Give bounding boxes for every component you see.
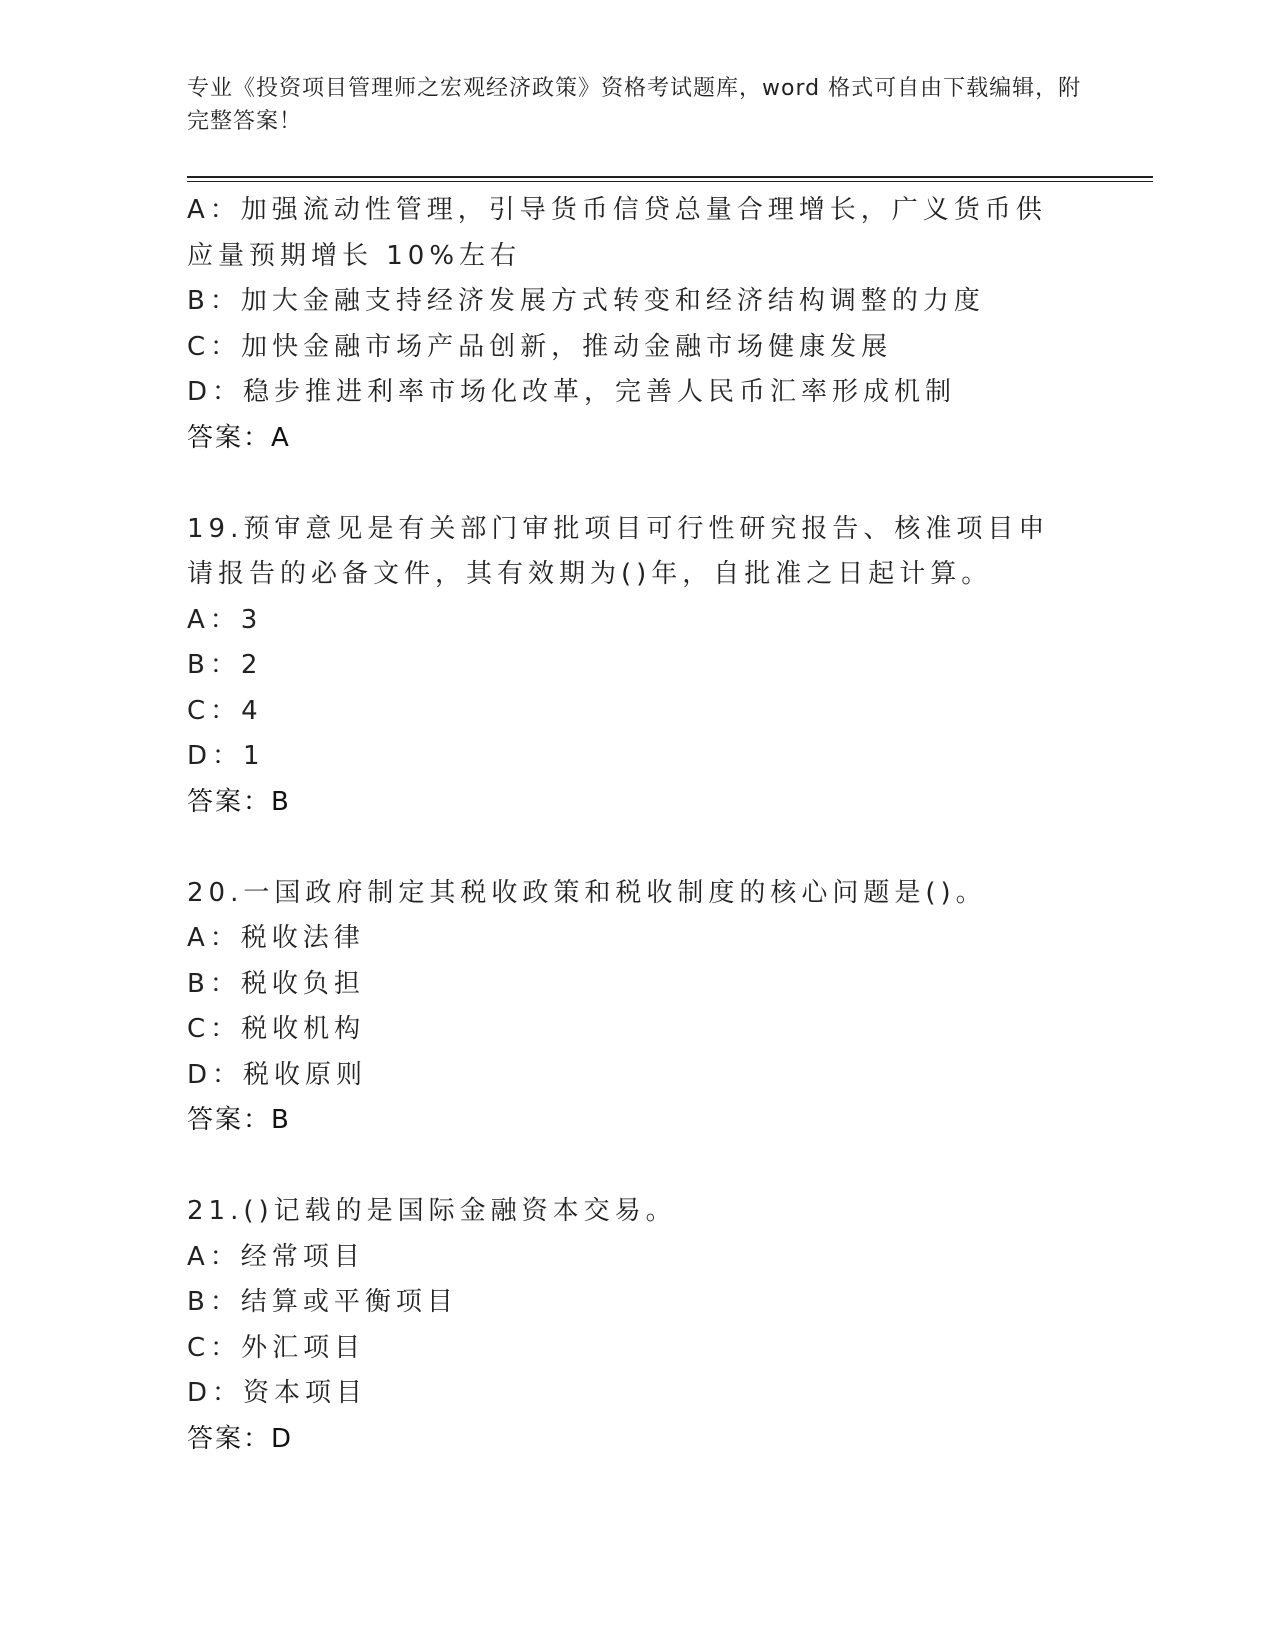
question-text: 21.()记载的是国际金融资本交易。 [187, 1196, 677, 1226]
option-c: C：4 [187, 695, 263, 726]
option-a: A：3 [187, 604, 263, 635]
answer-text: 答案：A [187, 422, 291, 453]
option-d: D：1 [187, 741, 265, 771]
option-c: C：税收机构 [187, 1014, 366, 1044]
block-spacer [187, 1144, 1077, 1190]
option-b: B：税收负担 [187, 968, 365, 999]
question-block-19 [187, 507, 1077, 826]
option-a: A：税收法律 [187, 923, 365, 953]
answer-text: 答案：B [187, 1105, 291, 1135]
option-a: A：经常项目 [187, 1241, 365, 1272]
page-header: 专业《投资项目管理师之宏观经济政策》资格考试题库，word 格式可自由下载编辑，附完整答案！ [187, 76, 1082, 134]
question-block-18 [187, 188, 1077, 461]
option-b: B：加大金融支持经济发展方式转变和经济结构调整的力度 [187, 286, 985, 316]
option-d: D：稳步推进利率市场化改革，完善人民币汇率形成机制 [187, 377, 957, 407]
block-spacer [187, 461, 1077, 507]
option-c: C：加快金融市场产品创新，推动金融市场健康发展 [187, 331, 893, 362]
question-block-21 [187, 1189, 1077, 1462]
question-block-20 [187, 871, 1077, 1144]
answer-text: 答案：D [187, 1423, 294, 1454]
option-a: A：加强流动性管理，引导货币信贷总量合理增长，广义货币供应量预期增长 10%左右 [187, 195, 1047, 271]
block-spacer [187, 825, 1077, 871]
question-text: 19.预审意见是有关部门审批项目可行性研究报告、核准项目申请报告的必备文件，其有效期为()年，自批准之日起计算。 [187, 513, 1050, 589]
option-c: C：外汇项目 [187, 1332, 366, 1363]
option-d: D：资本项目 [187, 1378, 368, 1408]
document-body [187, 188, 1077, 1462]
header-divider [187, 176, 1153, 182]
question-text: 20.一国政府制定其税收政策和税收制度的核心问题是()。 [187, 877, 987, 908]
option-b: B：2 [187, 650, 263, 680]
option-d: D：税收原则 [187, 1059, 368, 1090]
option-b: B：结算或平衡项目 [187, 1287, 458, 1317]
answer-text: 答案：B [187, 786, 291, 817]
